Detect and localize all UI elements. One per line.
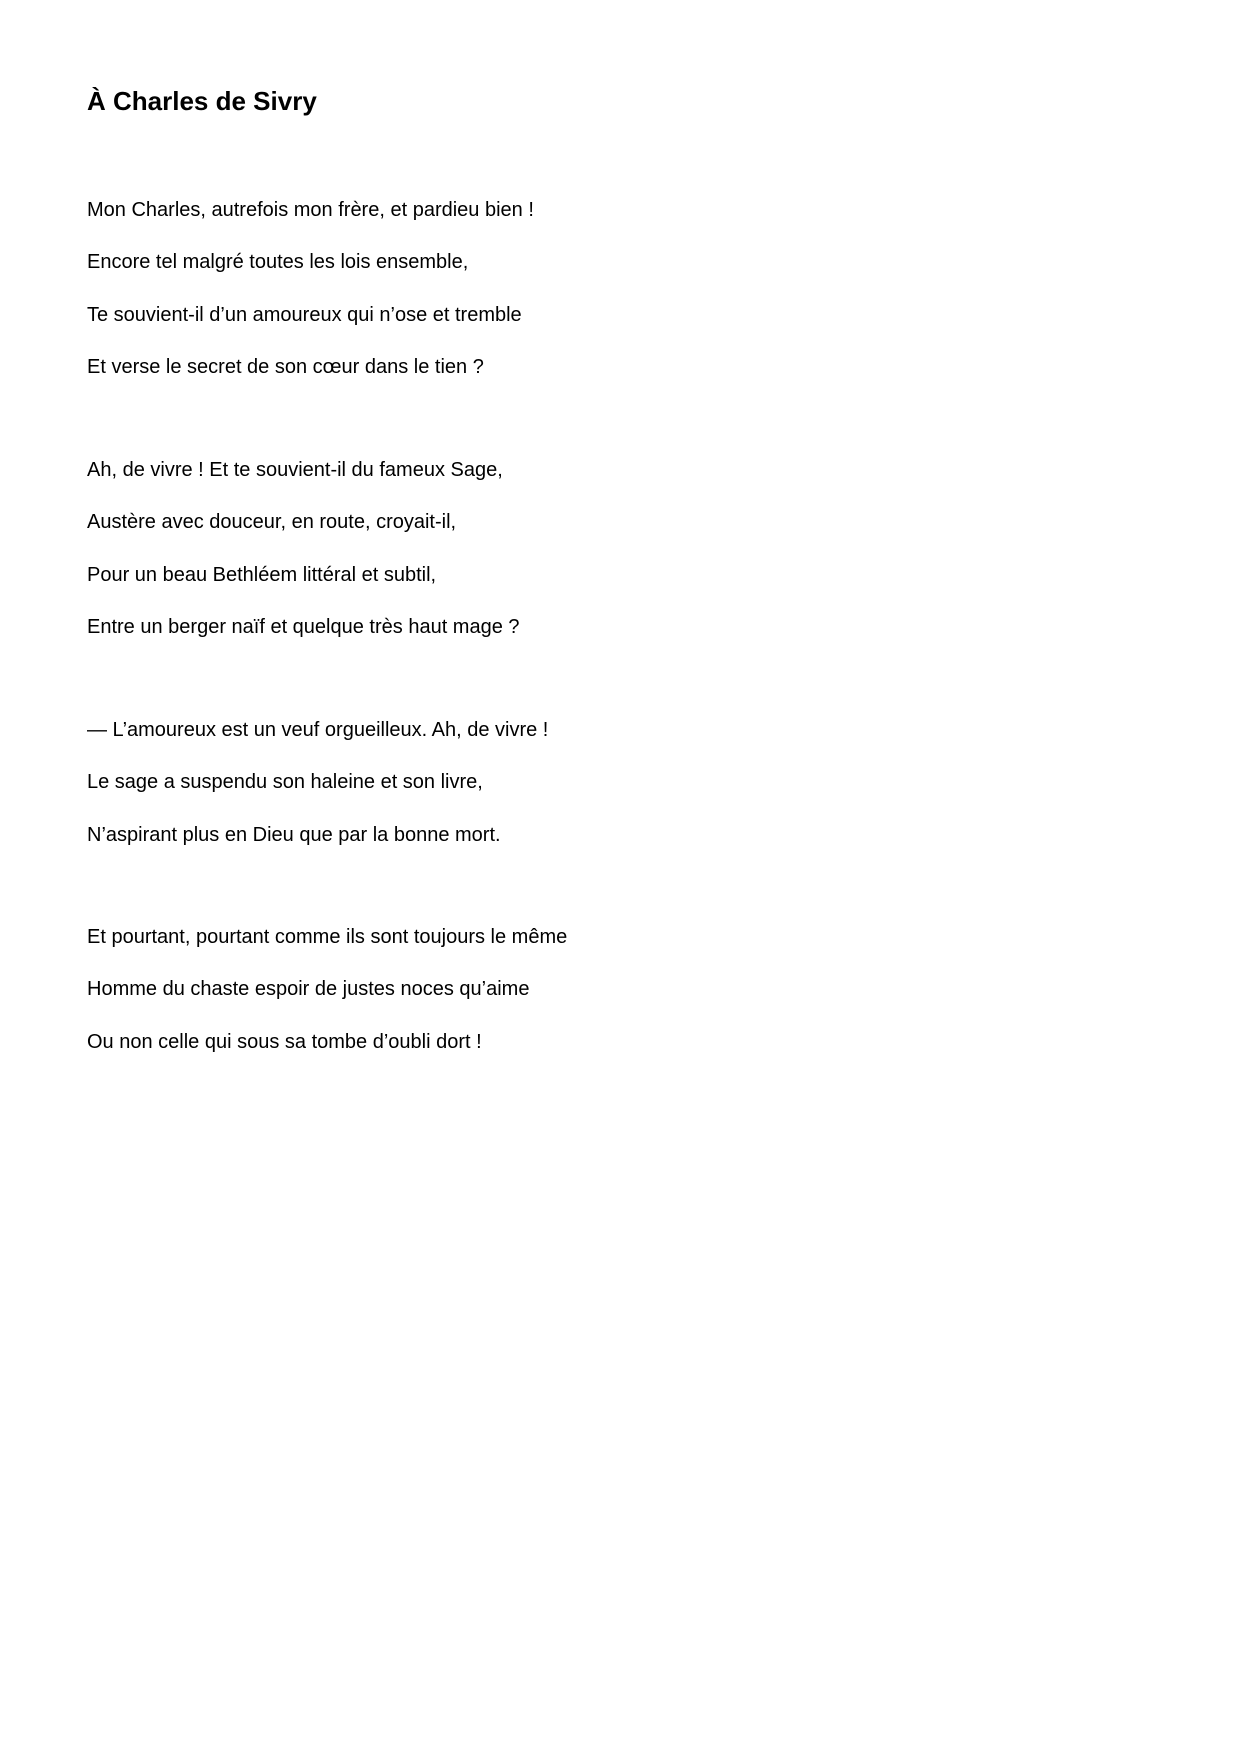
poem-line: Pour un beau Bethléem littéral et subtil, <box>87 564 437 586</box>
poem-line: N’aspirant plus en Dieu que par la bonne mort. <box>87 824 501 846</box>
poem-title: À Charles de Sivry <box>87 86 317 116</box>
poem-line: Et verse le secret de son cœur dans le tien ? <box>87 356 484 378</box>
poem-line: Mon Charles, autrefois mon frère, et pardieu bien ! <box>87 199 534 221</box>
poem-line: Austère avec douceur, en route, croyait-il, <box>87 511 457 533</box>
poem-line: Ou non celle qui sous sa tombe d’oubli dort ! <box>87 1031 482 1053</box>
poem-line: Entre un berger naïf et quelque très haut mage ? <box>87 616 520 638</box>
poem-line: Te souvient-il d’un amoureux qui n’ose et tremble <box>87 304 522 326</box>
poem-line: Ah, de vivre ! Et te souvient-il du fameux Sage, <box>87 459 503 481</box>
poem-line: Le sage a suspendu son haleine et son livre, <box>87 771 483 793</box>
poem-line: Homme du chaste espoir de justes noces qu’aime <box>87 978 530 1000</box>
poem-line: Et pourtant, pourtant comme ils sont toujours le même <box>87 926 568 948</box>
poem-line: — L’amoureux est un veuf orgueilleux. Ah, de vivre ! <box>87 719 549 741</box>
poem-line: Encore tel malgré toutes les lois ensemble, <box>87 251 469 273</box>
